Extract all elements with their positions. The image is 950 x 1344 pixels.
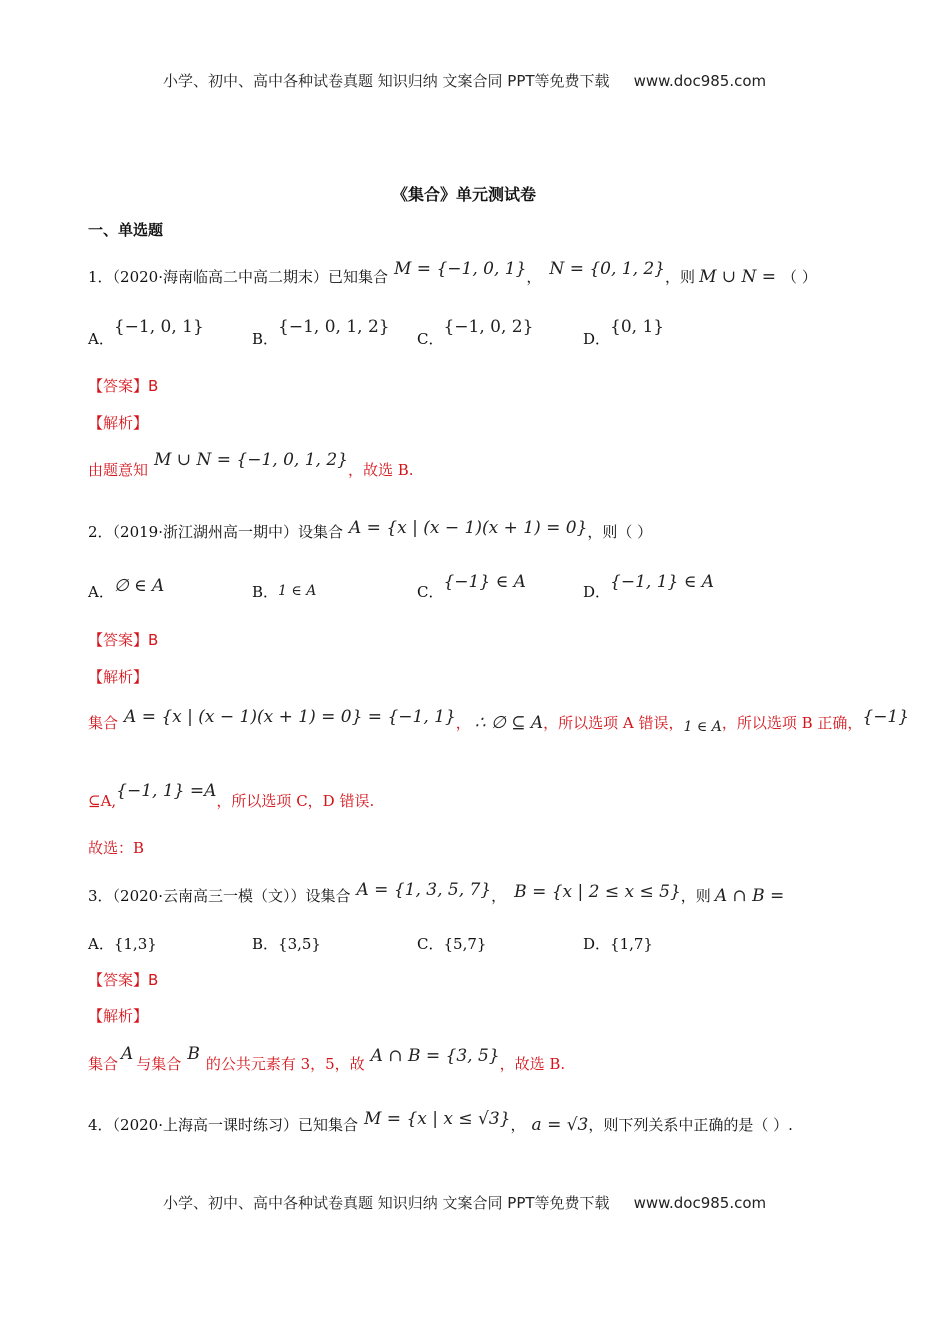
q1-set-n: N = {0, 1, 2} [549,259,666,279]
q3-option-b[interactable] [252,933,321,954]
q2-option-d-value: {−1, 1} ∈ A [610,572,715,592]
q1-comma: ， [526,268,542,286]
q1-paren: （ ） [782,268,817,286]
q1-option-c[interactable] [417,317,534,349]
q1-option-a[interactable] [88,317,204,349]
q3-stem-post: ，则 [680,887,711,905]
q4-comma: ， [510,1116,526,1134]
q2-option-b-label: B． [252,583,279,601]
q2-solution-line2-post: ，所以选项 C，D 错误. [216,792,375,810]
question-4-stem [88,1109,793,1135]
q3-solution-mid1: 与集合 [136,1055,182,1073]
q1-option-b-label: B． [252,330,279,348]
page-header [163,70,766,91]
q1-solution-math: M ∪ N = {−1, 0, 1, 2} [154,450,348,470]
header-text: 小学、初中、高中各种试卷真题 知识归纳 文案合同 PPT等免费下载 [163,72,610,90]
q2-solution-pre: 集合 [88,714,119,732]
q3-option-a[interactable] [88,933,157,954]
q2-solution-line-2 [88,781,375,811]
q1-option-a-label: A． [88,330,114,348]
q3-stem-text: 3．（2020·云南高三一模（文））设集合 [88,887,351,905]
q1-answer: 【答案】B [88,377,159,395]
q1-option-b-value: {−1, 0, 1, 2} [278,317,390,337]
q3-solution-mid2: 的公共元素有 3，5，故 [205,1055,365,1073]
question-3-stem [88,880,785,906]
q2-solution-math: A = {x | (x − 1)(x + 1) = 0} = {−1, 1} [124,707,456,727]
q2-option-b-value: 1 ∈ A [278,583,317,599]
q2-solution-comma: ， [455,714,471,732]
document-title: 《集合》单元测试卷 [392,185,537,204]
q1-option-d-label: D． [583,330,611,348]
q2-solution-post: ，所以选项 B 正确， [721,714,863,732]
q3-comma: ， [491,887,507,905]
q3-option-d-label: D． [583,935,611,953]
q2-option-d-label: D． [583,583,611,601]
q1-option-d-value: {0, 1} [610,317,665,337]
q1-option-c-value: {−1, 0, 2} [443,317,534,337]
q3-option-c-label: C． [417,935,444,953]
q1-stem-text: 1．（2020·海南临高二中高二期末）已知集合 [88,268,388,286]
q1-option-b[interactable] [252,317,390,349]
q2-set-a: A = {x | (x − 1)(x + 1) = 0} [349,518,588,538]
section-heading: 一、单选题 [88,221,164,239]
q4-set-m: M = {x | x ≤ √3} [364,1109,511,1129]
q3-solution-math: A ∩ B = {3, 5} [370,1046,500,1066]
q2-option-a[interactable] [88,576,165,602]
q2-solution-mid: ，所以选项 A 错误， [543,714,684,732]
q3-option-b-label: B． [252,935,279,953]
q1-option-c-label: C． [417,330,444,348]
q2-option-c[interactable] [417,572,526,602]
q2-option-d[interactable] [583,572,715,602]
q2-solution-line2-math: {−1, 1} =A [116,781,217,801]
q1-option-a-value: {−1, 0, 1} [113,317,204,337]
q1-solution-pre: 由题意知 [88,461,149,479]
footer-text: 小学、初中、高中各种试卷真题 知识归纳 文案合同 PPT等免费下载 [163,1194,610,1212]
q3-option-b-value: {3,5} [278,935,321,953]
q2-solution-tail: {−1} [862,707,910,727]
q2-option-b[interactable] [252,581,316,602]
q3-solution-set-b: B [187,1044,200,1064]
q2-final: 故选：B [88,839,145,857]
q2-analysis-label: 【解析】 [88,668,149,686]
q1-solution-post: ，故选 B. [347,461,414,479]
question-2-stem [88,518,653,542]
q2-solution-line-1 [88,707,910,735]
q3-analysis-label: 【解析】 [88,1007,149,1025]
q3-solution-pre: 集合 [88,1055,119,1073]
q2-option-c-label: C． [417,583,444,601]
q3-expression: A ∩ B = [714,886,785,906]
footer-site-link[interactable]: www.doc985.com [633,1194,767,1212]
q3-solution-post: ，故选 B. [499,1055,566,1073]
q3-option-d[interactable] [583,933,653,954]
q1-stem-post: ，则 [665,268,696,286]
q2-solution-math-subset: ∴ ∅ ⊆ A [474,713,544,733]
q1-solution [88,450,414,480]
page-footer [163,1192,766,1213]
q2-answer: 【答案】B [88,631,159,649]
q3-set-a: A = {1, 3, 5, 7} [356,880,492,900]
q1-analysis-label: 【解析】 [88,414,149,432]
q3-option-c-value: {5,7} [443,935,487,953]
q3-solution [88,1044,566,1074]
q3-solution-set-a: A [121,1044,134,1064]
q3-option-c[interactable] [417,933,486,954]
q4-a-definition: a = √3 [531,1115,589,1135]
q3-option-a-value: {1,3} [113,935,157,953]
q2-option-a-value: ∅ ∈ A [113,576,165,596]
q3-option-a-label: A． [88,935,114,953]
q2-stem-text: 2．（2019·浙江湖州高一期中）设集合 [88,523,343,541]
q2-stem-post: ，则（ ） [587,523,653,541]
q2-option-c-value: {−1} ∈ A [443,572,526,592]
q1-option-d[interactable] [583,317,665,349]
q2-option-a-label: A． [88,583,114,601]
q3-option-d-value: {1,7} [610,935,653,953]
q3-set-b: B = {x | 2 ≤ x ≤ 5} [514,882,681,902]
q1-set-m: M = {−1, 0, 1} [394,259,527,279]
q2-solution-math-element: 1 ∈ A [683,719,722,735]
q4-stem-text: 4．（2020·上海高一课时练习）已知集合 [88,1116,358,1134]
header-site-link[interactable]: www.doc985.com [633,72,767,90]
question-1-stem [88,259,817,287]
q1-expression: M ∪ N = [699,267,777,287]
q3-answer: 【答案】B [88,971,159,989]
q4-stem-post: ，则下列关系中正确的是（ ）. [588,1116,793,1134]
q2-solution-line2-pre: ⊆A, [88,792,117,810]
